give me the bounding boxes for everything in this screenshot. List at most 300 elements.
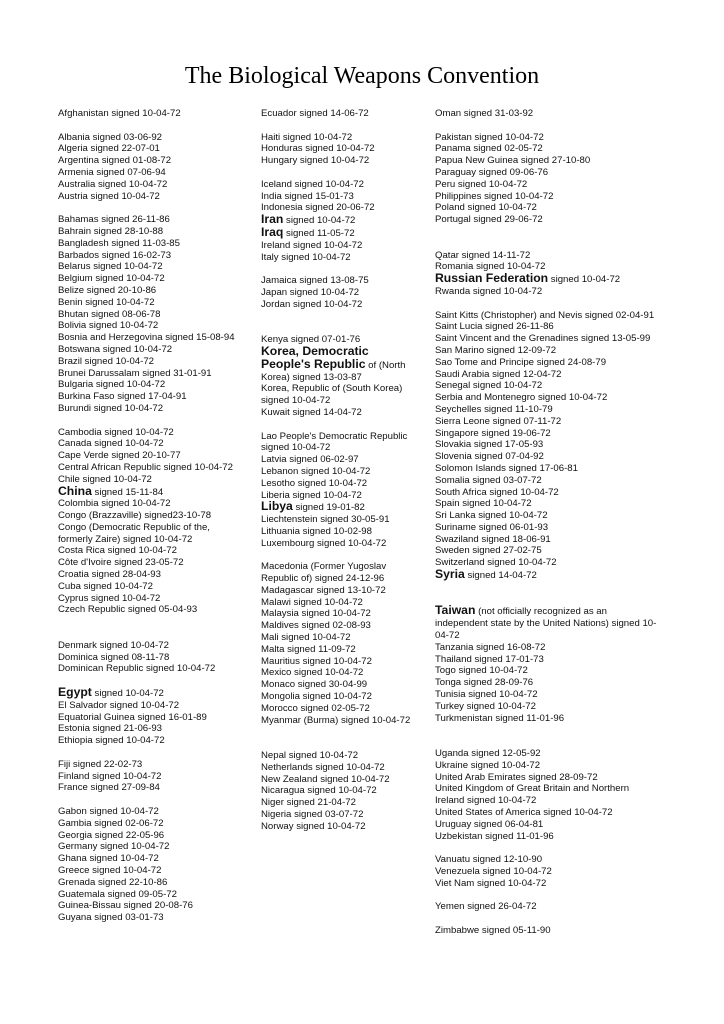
country-name: Lao People's Democratic Republic: [261, 430, 408, 442]
signature-date: signed 20-08-76: [120, 900, 193, 912]
country-name: Nigeria: [261, 809, 292, 821]
country-entry: [435, 155, 661, 167]
signature-date: signed 03-07-72: [291, 809, 364, 821]
signature-date: signed 10-04-72: [291, 178, 364, 190]
country-entry: [58, 214, 236, 226]
country-entry: [58, 273, 236, 285]
signature-date: signed 02-04-91: [582, 309, 655, 321]
country-entry: [435, 878, 661, 890]
section-gap: [261, 419, 417, 431]
country-entry: [58, 912, 236, 924]
country-name: Turkey: [435, 700, 464, 712]
country-name: Argentina: [58, 155, 100, 167]
country-name: Taiwan: [435, 603, 476, 618]
country-entry: [435, 677, 661, 689]
country-entry: [435, 310, 661, 322]
section-gap: [435, 890, 661, 902]
signature-date: signed 10-04-72: [95, 178, 168, 190]
signature-date: signed 28-09-72: [525, 771, 598, 783]
country-name: Malawi: [261, 596, 291, 608]
country-name: Mauritius: [261, 655, 300, 667]
country-name: Finland: [58, 770, 90, 782]
country-entry: [261, 679, 417, 691]
signature-date: signed 10-04-72: [87, 190, 160, 202]
country-entry: [435, 701, 661, 713]
signature-date: signed 23-05-72: [111, 557, 184, 569]
country-entry: [435, 404, 661, 416]
country-entry: [435, 925, 661, 937]
country-entry: [58, 818, 236, 830]
country-entry: [261, 774, 417, 786]
country-entry: [261, 620, 417, 632]
signature-date: signed 10-04-72: [280, 131, 353, 143]
country-name: Central African Republic: [58, 461, 161, 473]
signature-date: signed 10-04-72: [79, 473, 152, 485]
country-name: Liechtenstein: [261, 514, 318, 526]
country-name: China: [58, 483, 92, 498]
country-entry: [58, 427, 236, 439]
signature-date: signed 26-11-86: [482, 321, 554, 333]
signature-date: signed 16-08-72: [473, 641, 546, 653]
signature-date: signed 10-04-72: [89, 770, 162, 782]
country-name: Venezuela: [435, 866, 480, 877]
country-entry: [58, 143, 236, 155]
country-name: Austria: [58, 190, 88, 202]
signature-date: signed 27-02-75: [469, 545, 542, 557]
country-entry: [435, 428, 661, 440]
country-entry: [58, 640, 236, 652]
country-entry: [261, 143, 417, 155]
country-entry: [435, 487, 661, 499]
country-entry: [435, 392, 661, 404]
country-name: Gambia: [58, 817, 92, 829]
country-name: Saint Vincent and the Grenadines: [435, 333, 579, 345]
country-entry: [261, 252, 417, 264]
signature-date: signed 10-04-72: [80, 580, 153, 592]
country-name: Madagascar: [261, 584, 314, 596]
country-entry: [58, 297, 236, 309]
country-entry: [435, 545, 661, 557]
signature-date: signed 10-04-72: [90, 261, 163, 273]
country-entry: [58, 320, 236, 332]
signature-date: signed 10-04-72: [475, 510, 548, 522]
signature-date: signed 10-04-72: [82, 355, 155, 367]
signature-date: signed 29-06-72: [470, 214, 543, 226]
country-entry: [435, 132, 661, 144]
country-name: United Kingdom of Great Britain and Northern Ireland: [435, 783, 630, 807]
country-name: Cambodia: [58, 426, 102, 438]
country-name: Latvia: [261, 454, 287, 466]
country-name: Sri Lanka: [435, 510, 476, 522]
section-gap: [261, 726, 417, 750]
country-entry: [58, 309, 236, 321]
country-entry: [58, 841, 236, 853]
country-name: Lithuania: [261, 525, 300, 537]
signature-date: signed 17-05-93: [471, 439, 544, 451]
country-entry: [435, 369, 661, 381]
country-name: Dominica: [58, 651, 98, 663]
signature-date: signed 22-10-86: [95, 876, 168, 888]
country-name: Burundi: [58, 402, 92, 414]
signature-date: signed 30-04-99: [295, 679, 368, 691]
signature-date: signed 17-04-91: [114, 391, 187, 403]
country-entry: [261, 797, 417, 809]
country-entry: [435, 475, 661, 487]
signature-date: signed 10-04-72: [464, 202, 537, 214]
country-entry: [261, 407, 417, 419]
signature-date: signed 05-11-90: [479, 924, 551, 936]
country-name: Hungary: [261, 155, 298, 167]
country-name: Uzbekistan: [435, 830, 483, 842]
country-entry: [261, 809, 417, 821]
country-name: Poland: [435, 202, 465, 214]
signature-date: signed 10-04-72: [91, 402, 164, 414]
country-entry: [58, 723, 236, 735]
country-entry: [58, 344, 236, 356]
country-name: Papua New Guinea: [435, 155, 519, 167]
country-entry: [58, 498, 236, 510]
country-name: Botswana: [58, 343, 101, 355]
signature-date: signed 11-05-72: [283, 227, 355, 239]
country-entry: [435, 748, 661, 760]
country-name: Romania: [435, 261, 474, 273]
country-name: Mexico: [261, 667, 292, 679]
country-name: Morocco: [261, 702, 298, 714]
country-entry: [261, 191, 417, 203]
signature-date: signed23-10-78: [141, 510, 212, 522]
country-name: United Arab Emirates: [435, 771, 526, 783]
country-entry: [58, 238, 236, 250]
signature-date: signed 10-04-72: [290, 596, 363, 608]
country-name: Monaco: [261, 679, 296, 691]
country-name: Switzerland: [435, 557, 485, 569]
country-entry: [435, 416, 661, 428]
signature-date: signed 10-04-72: [92, 273, 165, 285]
country-name: Bhutan: [58, 308, 89, 320]
country-name: Equatorial Guinea: [58, 711, 135, 723]
country-name: Uruguay: [435, 818, 472, 830]
signature-date: signed 17-01-73: [471, 653, 544, 665]
country-name: Jamaica: [261, 275, 297, 287]
country-entry: [58, 391, 236, 403]
country-entry: [58, 522, 236, 546]
country-entry: [261, 762, 417, 774]
country-name: Peru: [435, 178, 456, 190]
country-name: Bahrain: [58, 225, 92, 237]
country-entry: [261, 240, 417, 252]
country-name: Bulgaria: [58, 379, 94, 391]
signature-date: signed 10-04-72: [93, 379, 166, 391]
country-entry: [58, 438, 236, 450]
signature-date: signed 30-05-91: [317, 514, 390, 526]
signature-date: signed 13-08-75: [296, 275, 369, 287]
signature-date: signed 07-01-76: [288, 334, 361, 346]
country-entry: [261, 703, 417, 715]
signature-date: signed 10-04-72: [107, 699, 180, 711]
signature-date: signed 28-09-76: [461, 677, 534, 689]
country-entry: [58, 191, 236, 203]
country-name: Japan: [261, 286, 288, 298]
signature-date: signed 10-04-72: [89, 865, 162, 876]
signature-date: signed 11-01-96: [482, 830, 554, 842]
country-name: Belarus: [58, 261, 91, 273]
country-name: Honduras: [261, 143, 303, 155]
signature-date: signed 12-05-92: [468, 748, 541, 760]
signature-date: signed 27-09-84: [87, 782, 160, 794]
country-entry: [58, 108, 236, 120]
signature-date: signed 31-03-92: [461, 108, 534, 119]
country-name: Oman: [435, 108, 462, 119]
country-name: Philippines: [435, 190, 482, 202]
country-name: Costa Rica: [58, 545, 105, 557]
country-entry: [435, 831, 661, 843]
country-name: France: [58, 782, 88, 794]
signature-date: signed 10-04-72: [143, 663, 216, 675]
country-entry: [58, 700, 236, 712]
country-entry: [58, 510, 236, 522]
country-name: Tonga: [435, 677, 462, 689]
country-entry: [435, 522, 661, 534]
country-name: Georgia: [58, 829, 93, 841]
country-name: Togo: [435, 665, 456, 677]
signature-date: signed 24-08-79: [534, 356, 607, 368]
country-entry: [261, 785, 417, 797]
country-name: Czech Republic: [58, 604, 126, 616]
country-name: Croatia: [58, 569, 89, 581]
section-gap: [58, 794, 236, 806]
country-name: Benin: [58, 296, 83, 308]
section-gap: [435, 842, 661, 854]
country-name: Haiti: [261, 131, 281, 143]
signature-date: signed 10-04-72: [291, 667, 364, 679]
country-entry: [435, 665, 661, 677]
country-name: Guinea-Bissau: [58, 900, 121, 912]
signature-date: signed 10-04-72: [302, 143, 375, 155]
signature-date: signed 10-04-72: [317, 773, 390, 785]
signature-date: signed 10-04-72: [470, 380, 543, 392]
country-name: Thailand: [435, 653, 472, 665]
country-entry: [435, 250, 661, 262]
country-entry: [435, 866, 661, 878]
signature-date: signed 14-06-72: [296, 108, 369, 119]
country-entry: [435, 819, 661, 831]
country-name: Iran: [261, 212, 284, 227]
country-entry: [261, 691, 417, 703]
country-name: Netherlands: [261, 761, 313, 773]
signature-date: signed 21-04-72: [283, 797, 356, 809]
signature-date: signed 03-07-72: [469, 474, 542, 486]
signature-date: signed 18-06-91: [478, 533, 551, 545]
signature-date: signed 10-04-72: [459, 498, 532, 510]
signature-date: signed 10-04-72: [481, 190, 554, 202]
country-name: Sierra Leone: [435, 415, 490, 427]
country-name: United States of America: [435, 807, 541, 819]
signature-date: signed 15-11-84: [91, 486, 164, 498]
signature-date: signed 19-06-72: [478, 427, 551, 439]
country-entry: [261, 383, 417, 407]
signature-date: signed 16-01-89: [134, 711, 207, 723]
country-name: Egypt: [58, 685, 92, 700]
signature-date: signed 12-10-90: [470, 854, 543, 866]
country-name: Ukraine: [435, 759, 469, 771]
country-name: Mongolia: [261, 691, 300, 703]
country-entry: [261, 538, 417, 550]
signature-date: signed 10-04-72: [314, 537, 387, 549]
country-entry: [261, 155, 417, 167]
country-entry: [435, 689, 661, 701]
signature-date: signed 27-10-80: [518, 155, 591, 167]
country-name: Indonesia: [261, 202, 303, 214]
country-entry: [261, 431, 417, 455]
country-name: Algeria: [58, 143, 88, 155]
country-entry: [261, 108, 417, 120]
country-entry: [261, 275, 417, 287]
country-name: Somalia: [435, 474, 470, 486]
page-title: The Biological Weapons Convention: [184, 63, 540, 89]
signature-date: signed 11-10-79: [481, 403, 553, 415]
country-entry: [58, 368, 236, 380]
country-entry: [261, 343, 417, 383]
country-entry: [58, 226, 236, 238]
signature-date: signed 10-04-72: [261, 395, 331, 407]
signature-date: signed 06-01-93: [476, 521, 549, 533]
country-entry: [435, 807, 661, 819]
country-name: Ireland: [261, 239, 291, 251]
signatory-column-3: [435, 108, 661, 937]
signature-date: signed 14-04-72: [289, 406, 362, 418]
signature-date: signed 10-04-72: [91, 438, 164, 450]
signature-date: signed 09-05-72: [104, 888, 177, 900]
country-entry: [58, 379, 236, 391]
country-name: Italy: [261, 251, 279, 263]
signature-date: of (North Korea) signed 13-03-87: [261, 359, 406, 383]
country-entry: [435, 569, 661, 582]
country-entry: [58, 332, 236, 344]
signature-date: signed 28-10-88: [91, 225, 164, 237]
country-name: Brunei Darussalam: [58, 367, 140, 379]
country-name: Denmark: [58, 639, 97, 651]
country-entry: [58, 865, 236, 877]
signature-date: signed 24-12-96: [312, 573, 385, 585]
section-gap: [261, 120, 417, 132]
country-name: Guyana: [58, 912, 92, 924]
country-name: Jordan: [261, 298, 291, 310]
country-entry: [261, 597, 417, 609]
country-entry: [58, 652, 236, 664]
country-name: Niger: [261, 797, 284, 809]
country-entry: [435, 534, 661, 546]
country-entry: [261, 224, 417, 240]
signature-date: signed 10-04-72: [88, 592, 161, 604]
signature-date: signed 10-04-72: [293, 820, 366, 832]
country-entry: [261, 132, 417, 144]
signature-date: signed 10-04-72: [278, 632, 351, 644]
country-name: Fiji: [58, 758, 71, 770]
signature-date: signed 10-04-72: [287, 286, 360, 298]
signature-date: signed 10-04-72: [299, 655, 372, 667]
country-name: Mali: [261, 632, 279, 644]
signature-date: signed 10-04-72: [535, 392, 608, 404]
country-entry: [261, 454, 417, 466]
country-entry: [58, 250, 236, 262]
country-entry: [435, 510, 661, 522]
country-name: Panama: [435, 143, 471, 155]
country-name: Korea, Republic of (South Korea): [261, 383, 403, 395]
signature-date: signed 10-04-72: [96, 639, 169, 651]
signature-date: signed 10-04-72: [470, 285, 543, 297]
signature-date: signed 09-06-76: [476, 166, 549, 178]
country-name: Nicaragua: [261, 785, 305, 797]
country-name: Saudi Arabia: [435, 368, 490, 380]
country-entry: [261, 501, 417, 514]
country-entry: [261, 715, 417, 727]
country-entry: [261, 644, 417, 656]
section-gap: [261, 549, 417, 561]
signature-date: signed 22-02-73: [70, 758, 143, 770]
signature-date: signed 03-06-92: [90, 131, 163, 143]
country-name: Germany: [58, 841, 98, 853]
signature-date: signed 10-04-72: [160, 461, 233, 473]
country-entry: [261, 561, 417, 585]
section-gap: [435, 582, 661, 606]
signature-date: signed 26-11-86: [98, 214, 170, 226]
country-entry: [435, 605, 661, 641]
country-name: Maldives: [261, 620, 299, 632]
country-name: Korea, Democratic People's Republic: [261, 343, 369, 371]
country-entry: [435, 286, 661, 298]
signature-date: signed 10-04-72: [101, 426, 174, 438]
country-entry: [58, 483, 236, 499]
country-entry: [261, 478, 417, 490]
signature-date: signed 02-05-72: [470, 143, 543, 155]
country-entry: [58, 687, 236, 700]
country-name: Lebanon: [261, 465, 299, 477]
country-entry: [261, 514, 417, 526]
signature-date: signed 10-04-72: [290, 239, 363, 251]
signature-date: signed 15-01-73: [281, 190, 354, 202]
signature-date: signed 21-06-93: [90, 723, 163, 735]
country-name: Cape Verde: [58, 450, 109, 462]
country-name: Australia: [58, 178, 96, 190]
signature-date: signed 10-04-72: [297, 155, 370, 167]
country-name: Solomon Islands: [435, 462, 506, 474]
country-name: Côte d'Ivoire: [58, 557, 112, 569]
signature-date: signed 10-04-72: [82, 296, 155, 308]
signature-date: signed 10-04-72: [540, 807, 613, 819]
country-entry: [435, 498, 661, 510]
country-entry: [58, 545, 236, 557]
country-name: Bahamas: [58, 214, 99, 226]
country-name: Syria: [435, 567, 465, 582]
country-entry: [58, 830, 236, 842]
country-entry: [58, 557, 236, 569]
country-entry: [435, 713, 661, 725]
country-entry: [435, 760, 661, 772]
country-entry: [58, 771, 236, 783]
signature-date: signed 12-09-72: [484, 344, 557, 356]
country-entry: [58, 735, 236, 747]
country-name: Viet Nam: [435, 877, 475, 889]
country-name: Liberia: [261, 489, 290, 501]
country-name: Myanmar (Burma): [261, 714, 339, 726]
signature-date: signed 28-04-93: [88, 569, 161, 581]
country-name: Malaysia: [261, 608, 299, 620]
country-entry: [58, 403, 236, 415]
country-entry: [435, 179, 661, 191]
section-gap: [58, 415, 236, 427]
signature-date: signed 17-06-81: [505, 462, 578, 474]
signature-date: signed 08-11-78: [98, 651, 170, 663]
